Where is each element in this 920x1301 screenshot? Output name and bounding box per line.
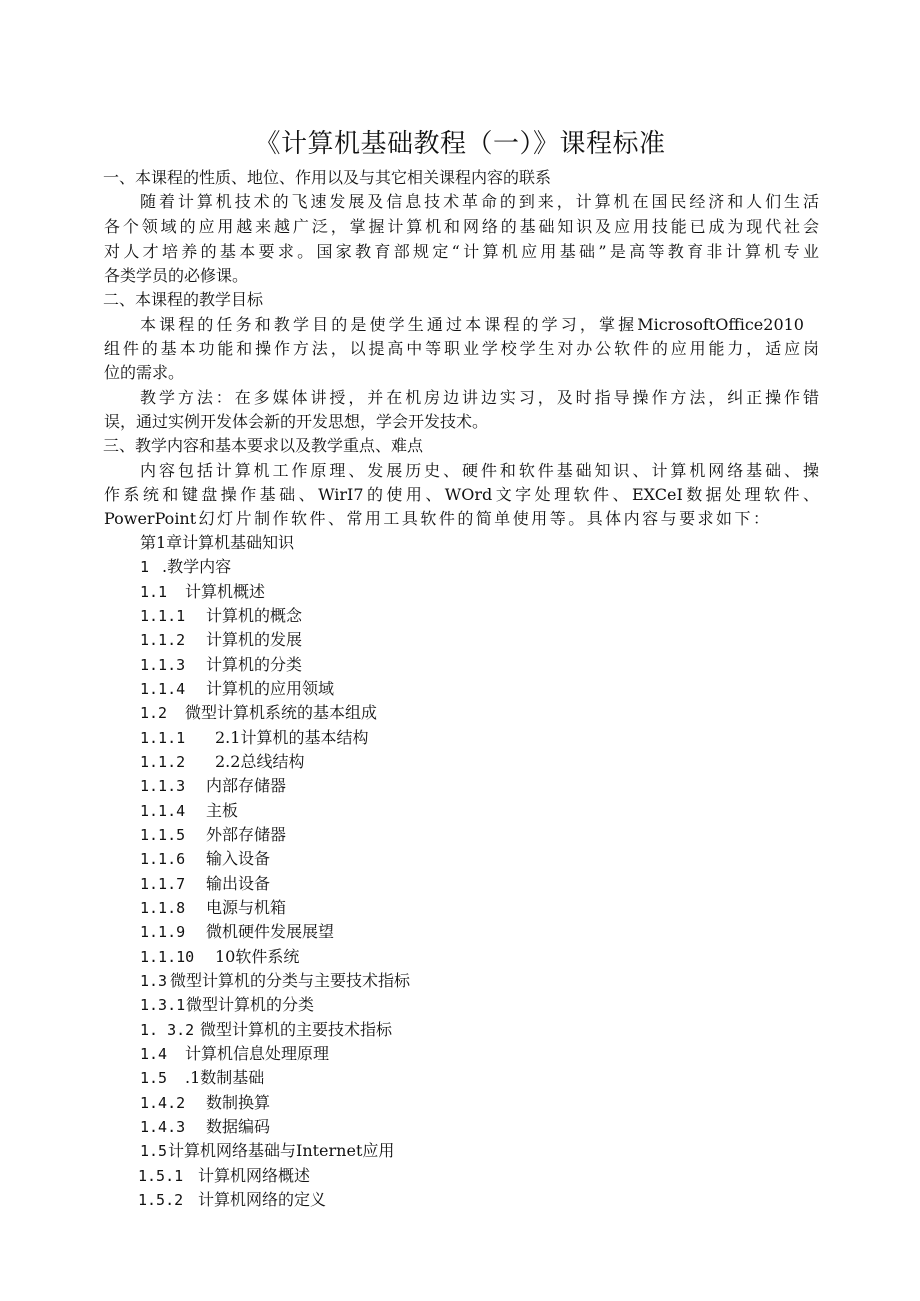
section-3-line: 作系统和键盘操作基础、WirI7的使用、WOrd文字处理软件、EXCeI数据处理软件、: [104, 485, 819, 504]
outline-item: [140, 969, 410, 993]
section-1-heading: 一、本课程的性质、地位、作用以及与其它相关课程内容的联系: [103, 168, 552, 187]
outline-text: 2.1计算机的基本结构: [215, 728, 369, 747]
outline-text: .教学内容: [162, 557, 232, 576]
outline-text: 2.2总线结构: [215, 752, 305, 771]
outline-item: [140, 580, 265, 604]
outline-item: [140, 993, 314, 1017]
outline-item: [140, 1091, 270, 1115]
outline-item: [140, 774, 286, 798]
section-1-line: 对人才培养的基本要求。国家教育部规定“计算机应用基础”是高等教育非计算机专业: [104, 242, 819, 261]
outline-item: [138, 1188, 326, 1212]
outline-text: 输出设备: [206, 874, 271, 893]
outline-item: [140, 726, 368, 750]
outline-text: 计算机网络基础与Internet应用: [168, 1141, 395, 1160]
outline-text: 计算机概述: [185, 582, 266, 601]
outline-item: [140, 872, 270, 896]
outline-text: 计算机网络概述: [198, 1166, 311, 1185]
outline-number: 1.1: [140, 583, 168, 601]
outline-text: 计算机信息处理原理: [185, 1044, 330, 1063]
outline-item: [140, 799, 238, 823]
outline-item: [140, 1115, 270, 1139]
section-3-line: PowerPoint幻灯片制作软件、常用工具软件的简单使用等。具体内容与要求如下：: [104, 509, 769, 528]
outline-number: 1: [140, 558, 150, 576]
outline-text: 微型计算机的主要技术指标: [200, 1020, 393, 1039]
outline-item: [140, 1018, 392, 1042]
section-3-line: 内容包括计算机工作原理、发展历史、硬件和软件基础知识、计算机网络基础、操: [140, 461, 819, 480]
outline-number: 1.1.1: [140, 607, 186, 625]
outline-item: [140, 896, 286, 920]
document-title: 《计算机基础教程（一）》课程标准: [254, 129, 666, 159]
outline-text: 主板: [206, 801, 239, 820]
outline-number: 1.1.5: [140, 826, 186, 844]
outline-item: [140, 1042, 329, 1066]
outline-item: [140, 677, 334, 701]
outline-item: [140, 628, 302, 652]
outline-number: 1.5: [140, 1142, 168, 1160]
outline-text: 数据编码: [206, 1117, 271, 1136]
outline-text: 输入设备: [206, 849, 271, 868]
outline-item: [140, 920, 334, 944]
outline-item: [138, 1164, 310, 1188]
outline-number: 1.5.1: [138, 1167, 184, 1185]
section-2-line: 组件的基本功能和操作方法，以提高中等职业学校学生对办公软件的应用能力，适应岗: [104, 339, 819, 358]
outline-number: 1.4.2: [140, 1094, 186, 1112]
outline-text: 外部存储器: [206, 825, 287, 844]
outline-number: 1.5: [140, 1069, 168, 1087]
section-1-line: 各个领域的应用越来越广泛，掌握计算机和网络的基础知识及应用技能已成为现代社会: [104, 217, 819, 236]
outline-text: 计算机的应用领域: [206, 679, 335, 698]
section-2-line: 本课程的任务和教学目的是使学生通过本课程的学习，掌握MicrosoftOffice2010: [140, 315, 804, 334]
outline-item: [140, 823, 286, 847]
section-1-line: 各类学员的必修课。: [104, 266, 249, 285]
outline-number: 1.5.2: [138, 1191, 184, 1209]
outline-text: 计算机网络的定义: [198, 1190, 327, 1209]
outline-number: 1.1.9: [140, 923, 186, 941]
outline-number: 1.1.2: [140, 753, 186, 771]
outline-number: 1.2: [140, 704, 168, 722]
section-1-line: 随着计算机技术的飞速发展及信息技术革命的到来，计算机在国民经济和人们生活: [140, 192, 819, 211]
outline-number: 1.1.4: [140, 680, 186, 698]
outline-text: 计算机的概念: [206, 606, 303, 625]
chapter-heading: 第1章计算机基础知识: [140, 533, 295, 552]
outline-item: [140, 701, 377, 725]
outline-text: .1数制基础: [185, 1068, 265, 1087]
outline-item: [140, 1066, 264, 1090]
outline-text: 微型计算机的分类与主要技术指标: [170, 971, 411, 990]
outline-number: 1.1.8: [140, 899, 186, 917]
outline-item: [140, 653, 302, 677]
outline-item: [140, 847, 270, 871]
outline-item: [140, 604, 302, 628]
outline-item: [140, 1139, 394, 1163]
section-2-heading: 二、本课程的教学目标: [103, 290, 264, 309]
outline-number: 1.3.1: [140, 996, 186, 1014]
outline-number: 1.1.10: [140, 948, 195, 966]
outline-text: 计算机的发展: [206, 630, 303, 649]
outline-text: 数制换算: [206, 1093, 271, 1112]
outline-text: 微型计算机的分类: [186, 995, 315, 1014]
outline-number: 1.4.3: [140, 1118, 186, 1136]
outline-number: 1.4: [140, 1045, 168, 1063]
section-2-line: 误，通过实例开发体会新的开发思想，学会开发技术。: [104, 412, 489, 431]
section-2-line: 教学方法：在多媒体讲授，并在机房边讲边实习，及时指导操作方法，纠正操作错: [140, 388, 819, 407]
outline-number: 1.1.4: [140, 802, 186, 820]
outline-text: 内部存储器: [206, 776, 287, 795]
outline-number: 1.3: [140, 972, 168, 990]
section-2-line: 位的需求。: [104, 363, 185, 382]
outline-text: 10软件系统: [215, 947, 300, 966]
outline-text: 微型计算机系统的基本组成: [185, 703, 378, 722]
outline-number: 1.1.7: [140, 875, 186, 893]
outline-number: 1.1.1: [140, 729, 186, 747]
outline-number: 1.1.3: [140, 656, 186, 674]
outline-item: [140, 555, 231, 579]
outline-number: 1.1.3: [140, 777, 186, 795]
outline-number: 1.1.6: [140, 850, 186, 868]
outline-text: 电源与机箱: [206, 898, 287, 917]
outline-text: 微机硬件发展展望: [206, 922, 335, 941]
outline-number: 1. 3.2: [140, 1021, 195, 1039]
outline-text: 计算机的分类: [206, 655, 303, 674]
outline-number: 1.1.2: [140, 631, 186, 649]
section-3-heading: 三、教学内容和基本要求以及教学重点、难点: [103, 436, 424, 455]
outline-item: [140, 945, 299, 969]
outline-item: [140, 750, 304, 774]
